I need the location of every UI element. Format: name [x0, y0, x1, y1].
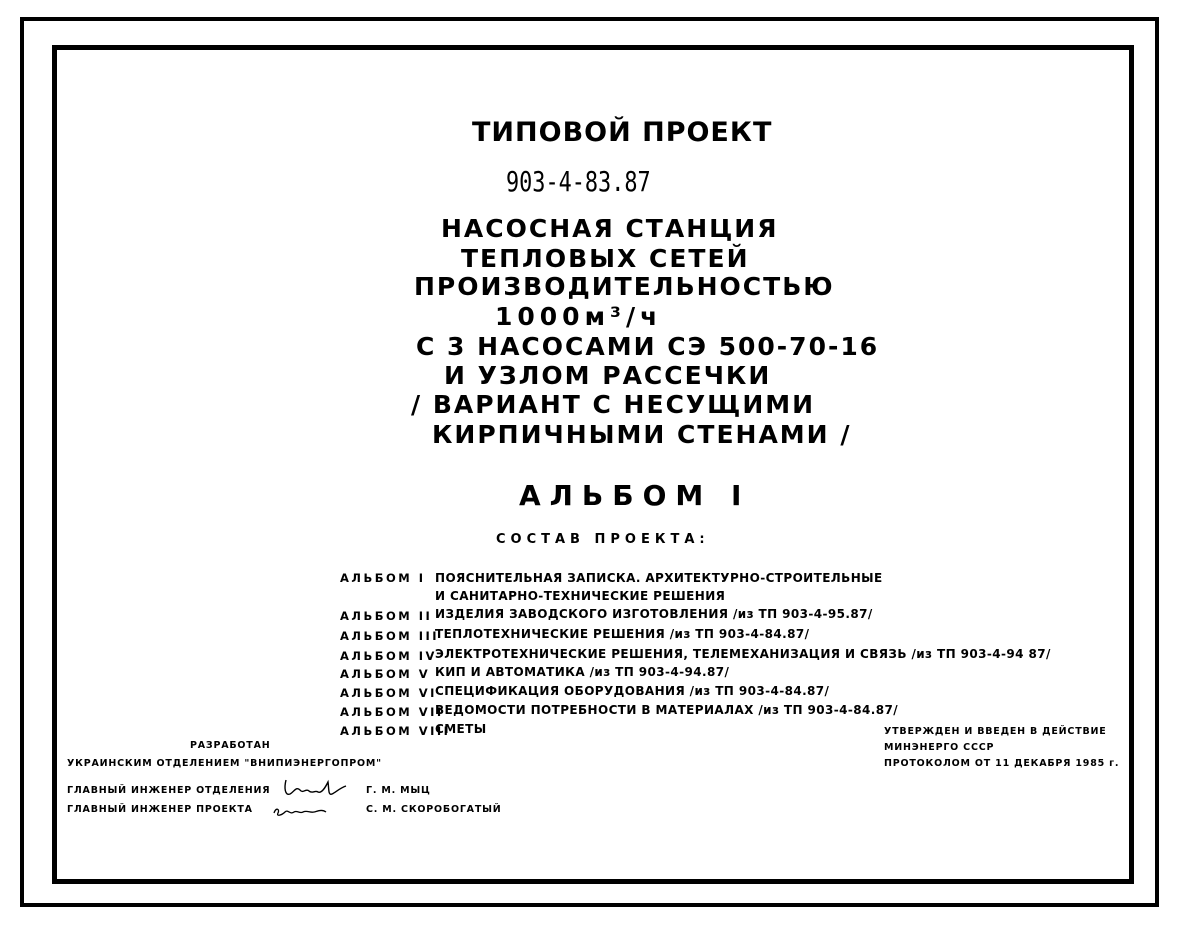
album-description: ТЕПЛОТЕХНИЧЕСКИЕ РЕШЕНИЯ /из ТП 903-4-84.87/ [435, 627, 810, 641]
name-line-capacity: 1000м³/ч [495, 302, 663, 331]
album-description: СМЕТЫ [435, 722, 487, 736]
album-label: АЛЬБОМ III [340, 629, 440, 643]
name-line-8: КИРПИЧНЫМИ СТЕНАМИ / [432, 420, 852, 449]
name-line-5: С 3 НАСОСАМИ СЭ 500-70-16 [416, 332, 880, 361]
name-line-7: / ВАРИАНТ С НЕСУЩИМИ [411, 390, 816, 419]
role-dept-chief-engineer: ГЛАВНЫЙ ИНЖЕНЕР ОТДЕЛЕНИЯ [67, 785, 271, 796]
album-label: АЛЬБОМ I [340, 571, 426, 585]
name-dept-chief-engineer: Г. М. МЫЦ [366, 785, 431, 796]
approval-line-2: МИНЭНЕРГО СССР [884, 742, 995, 753]
role-project-chief-engineer: ГЛАВНЫЙ ИНЖЕНЕР ПРОЕКТА [67, 804, 253, 815]
album-description: ПОЯСНИТЕЛЬНАЯ ЗАПИСКА. АРХИТЕКТУРНО-СТРОИТЕЛЬНЫЕ [435, 571, 883, 585]
album-description: КИП И АВТОМАТИКА /из ТП 903-4-94.87/ [435, 665, 730, 679]
project-number: 903-4-83.87 [506, 165, 651, 198]
name-line-6: И УЗЛОМ РАССЕЧКИ [444, 361, 772, 390]
album-description: ВЕДОМОСТИ ПОТРЕБНОСТИ В МАТЕРИАЛАХ /из ТП 903-4-84.87/ [435, 703, 899, 717]
album-label: АЛЬБОМ VI [340, 686, 437, 700]
approval-line-1: УТВЕРЖДЕН И ВВЕДЕН В ДЕЙСТВИЕ [884, 726, 1107, 737]
album-label: АЛЬБОМ VIII [340, 724, 451, 738]
composition-heading: СОСТАВ ПРОЕКТА: [496, 532, 710, 547]
name-project-chief-engineer: С. М. СКОРОБОГАТЫЙ [366, 804, 502, 815]
album-label: АЛЬБОМ V [340, 667, 431, 681]
signature-dept-chief-engineer [282, 776, 352, 802]
name-line-3: ПРОИЗВОДИТЕЛЬНОСТЬЮ [414, 272, 835, 301]
album-description: ИЗДЕЛИЯ ЗАВОДСКОГО ИЗГОТОВЛЕНИЯ /из ТП 903-4-95.87/ [435, 607, 873, 621]
name-line-1: НАСОСНАЯ СТАНЦИЯ [441, 214, 779, 243]
signature-project-chief-engineer [270, 801, 330, 821]
album-description: И САНИТАРНО-ТЕХНИЧЕСКИЕ РЕШЕНИЯ [435, 589, 726, 603]
developer-heading: РАЗРАБОТАН [190, 740, 271, 751]
name-line-2: ТЕПЛОВЫХ СЕТЕЙ [461, 244, 750, 273]
album-heading: АЛЬБОМ I [519, 479, 751, 512]
album-label: АЛЬБОМ IV [340, 649, 437, 663]
approval-line-3: ПРОТОКОЛОМ ОТ 11 ДЕКАБРЯ 1985 г. [884, 758, 1120, 769]
album-label: АЛЬБОМ II [340, 609, 433, 623]
document-title: ТИПОВОЙ ПРОЕКТ [472, 117, 773, 148]
album-label: АЛЬБОМ VII [340, 705, 444, 719]
album-description: ЭЛЕКТРОТЕХНИЧЕСКИЕ РЕШЕНИЯ, ТЕЛЕМЕХАНИЗАЦИЯ И СВЯЗЬ /из ТП 903-4-94 87/ [435, 647, 1051, 661]
developer-organization: УКРАИНСКИМ ОТДЕЛЕНИЕМ "ВНИПИЭНЕРГОПРОМ" [67, 758, 382, 769]
album-description: СПЕЦИФИКАЦИЯ ОБОРУДОВАНИЯ /из ТП 903-4-84.87/ [435, 684, 830, 698]
